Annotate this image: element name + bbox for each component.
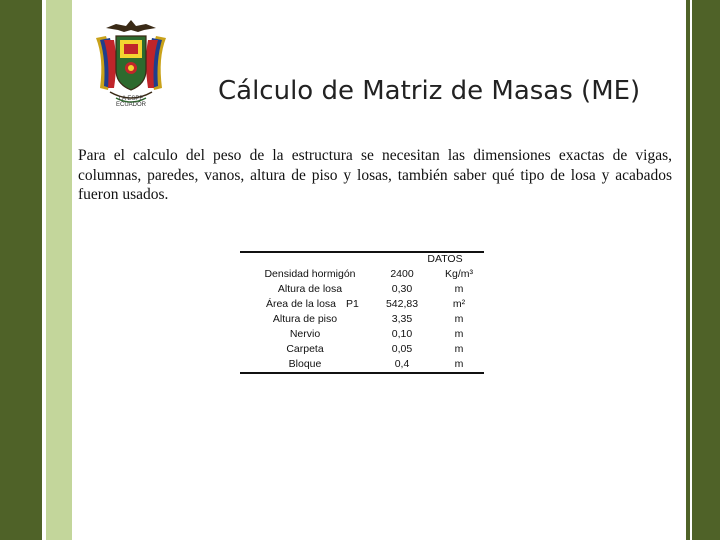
row-unit-topping: m — [454, 343, 464, 355]
left-light-band — [46, 0, 72, 540]
page-title: Cálculo de Matriz de Masas (ME) — [218, 76, 641, 106]
row-label-floor-height: Altura de piso — [272, 313, 338, 325]
row-extra-slab-area: P1 — [346, 298, 359, 310]
row-unit-floor-height: m — [454, 313, 464, 325]
row-label-block: Bloque — [288, 358, 322, 370]
row-unit-slab-height: m — [454, 283, 464, 295]
row-value-topping: 0,05 — [391, 343, 413, 355]
row-value-rib: 0,10 — [391, 328, 413, 340]
row-label-slab-area: Área de la losa — [265, 298, 337, 310]
right-dark-band — [692, 0, 720, 540]
row-value-slab-height: 0,30 — [391, 283, 413, 295]
table-header: DATOS — [427, 253, 463, 265]
emblem-caption-line2: ECUADOR — [115, 102, 146, 108]
row-label-rib: Nervio — [289, 328, 321, 340]
emblem-caption — [96, 96, 166, 108]
right-thin-band — [686, 0, 690, 540]
row-value-floor-height: 3,35 — [391, 313, 413, 325]
left-dark-band — [0, 0, 42, 540]
table-bottom-rule — [240, 372, 484, 374]
row-value-slab-area: 542,83 — [385, 298, 419, 310]
intro-paragraph: Para el calculo del peso de la estructura se necesitan las dimensiones exactas de vigas, columnas, paredes, vanos, altura de piso y losas, también saber qué tipo de losa y acabados fueron usados. — [78, 147, 672, 203]
row-label-topping: Carpeta — [286, 343, 324, 355]
row-unit-block: m — [454, 358, 464, 370]
row-label-slab-height: Altura de losa — [277, 283, 343, 295]
row-unit-slab-area: m² — [452, 298, 466, 310]
emblem-caption-line1: LA ESPE — [118, 96, 144, 102]
row-value-density: 2400 — [390, 268, 414, 280]
row-value-block: 0,4 — [394, 358, 410, 370]
row-unit-density: Kg/m³ — [444, 268, 473, 280]
row-label-density: Densidad hormigón — [264, 268, 356, 280]
row-unit-rib: m — [454, 328, 464, 340]
